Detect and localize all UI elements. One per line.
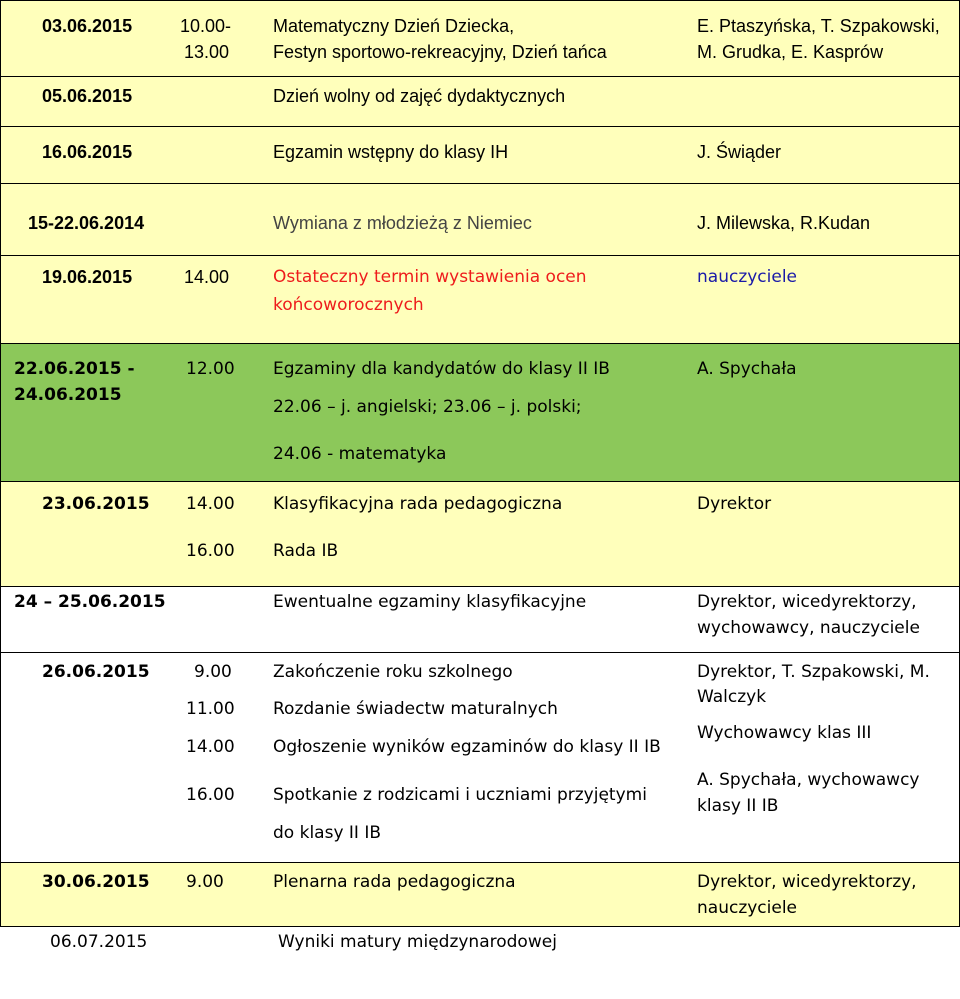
responsible-cell: M. Grudka, E. Kasprów: [697, 42, 884, 62]
date-cell: 05.06.2015: [42, 86, 133, 106]
time-cell: 11.00: [186, 699, 235, 719]
event-cell: końcoworocznych: [273, 295, 424, 315]
grid-line: [0, 862, 960, 863]
responsible-cell: A. Spychała, wychowawcy: [697, 770, 920, 790]
event-cell: 22.06 – j. angielski; 23.06 – j. polski;: [273, 397, 582, 417]
time-cell: 13.00: [184, 42, 230, 62]
date-cell: 16.06.2015: [42, 142, 133, 162]
event-cell: Ogłoszenie wyników egzaminów do klasy II IB: [273, 737, 661, 757]
responsible-cell: Dyrektor, wicedyrektorzy,: [697, 872, 917, 892]
table-row: [0, 126, 960, 183]
date-cell: 03.06.2015: [42, 16, 133, 36]
time-cell: 14.00: [186, 494, 235, 514]
grid-line: [0, 0, 1, 926]
responsible-cell: nauczyciele: [697, 898, 798, 918]
responsible-cell: nauczyciele: [697, 267, 798, 287]
responsible-cell: J. Świąder: [697, 142, 782, 162]
grid-line: [0, 652, 960, 653]
time-cell: 12.00: [186, 359, 235, 379]
responsible-cell: Walczyk: [697, 687, 767, 707]
responsible-cell: E. Ptaszyńska, T. Szpakowski,: [697, 16, 940, 36]
grid-line: [0, 586, 960, 587]
time-cell: 10.00-: [180, 16, 232, 36]
grid-line: [0, 481, 960, 482]
grid-line: [0, 255, 960, 256]
event-cell: Ostateczny termin wystawienia ocen: [273, 267, 587, 287]
event-cell: Festyn sportowo-rekreacyjny, Dzień tańca: [273, 42, 607, 62]
date-cell: 22.06.2015 -: [14, 359, 135, 379]
event-cell: Egzamin wstępny do klasy IH: [273, 142, 509, 162]
time-cell: 9.00: [194, 662, 232, 682]
event-cell: Klasyfikacyjna rada pedagogiczna: [273, 494, 563, 514]
time-cell: 14.00: [186, 737, 235, 757]
table-row: [0, 481, 960, 586]
table-row: [0, 255, 960, 343]
event-cell: Ewentualne egzaminy klasyfikacyjne: [273, 592, 587, 612]
grid-line: [0, 183, 960, 184]
responsible-cell: wychowawcy, nauczyciele: [697, 618, 920, 638]
table-row: [0, 652, 960, 862]
responsible-cell: A. Spychała: [697, 359, 797, 379]
date-cell: 19.06.2015: [42, 267, 133, 287]
date-cell: 26.06.2015: [42, 662, 150, 682]
table-row: [0, 0, 960, 76]
date-cell: 15-22.06.2014: [28, 213, 145, 233]
responsible-cell: Dyrektor, T. Szpakowski, M.: [697, 662, 930, 682]
time-cell: 16.00: [186, 541, 235, 561]
responsible-cell: Dyrektor: [697, 494, 772, 514]
date-cell: 30.06.2015: [42, 872, 150, 892]
grid-line: [0, 76, 960, 77]
responsible-cell: J. Milewska, R.Kudan: [697, 213, 871, 233]
grid-line: [0, 343, 960, 344]
date-cell: 24.06.2015: [14, 385, 122, 405]
table-row: [0, 586, 960, 652]
time-cell: 9.00: [186, 872, 224, 892]
time-cell: 16.00: [186, 785, 235, 805]
event-cell: Dzień wolny od zajęć dydaktycznych: [273, 86, 566, 106]
event-cell: Wymiana z młodzieżą z Niemiec: [273, 213, 532, 233]
time-cell: 14.00: [184, 267, 230, 287]
event-cell: Matematyczny Dzień Dziecka,: [273, 16, 515, 36]
event-cell: do klasy II IB: [273, 823, 382, 843]
table-row: [0, 862, 960, 926]
grid-line: [0, 0, 960, 1]
grid-line: [0, 126, 960, 127]
event-cell: Spotkanie z rodzicami i uczniami przyjętymi: [273, 785, 647, 805]
event-cell: Egzaminy dla kandydatów do klasy II IB: [273, 359, 610, 379]
table-row: [0, 183, 960, 255]
event-cell: Rozdanie świadectw maturalnych: [273, 699, 558, 719]
event-cell: Rada IB: [273, 541, 339, 561]
event-cell: Zakończenie roku szkolnego: [273, 662, 513, 682]
date-cell: 06.07.2015: [50, 932, 148, 952]
table-row: [0, 76, 960, 126]
event-cell: Plenarna rada pedagogiczna: [273, 872, 516, 892]
grid-line: [0, 926, 960, 927]
table-row: [0, 926, 960, 999]
responsible-cell: klasy II IB: [697, 796, 779, 816]
table-row: [0, 343, 960, 481]
event-cell: 24.06 - matematyka: [273, 444, 447, 464]
responsible-cell: Dyrektor, wicedyrektorzy,: [697, 592, 917, 612]
responsible-cell: Wychowawcy klas III: [697, 723, 872, 743]
date-cell: 23.06.2015: [42, 494, 150, 514]
date-cell: 24 – 25.06.2015: [14, 592, 166, 612]
event-cell: Wyniki matury międzynarodowej: [278, 932, 557, 952]
